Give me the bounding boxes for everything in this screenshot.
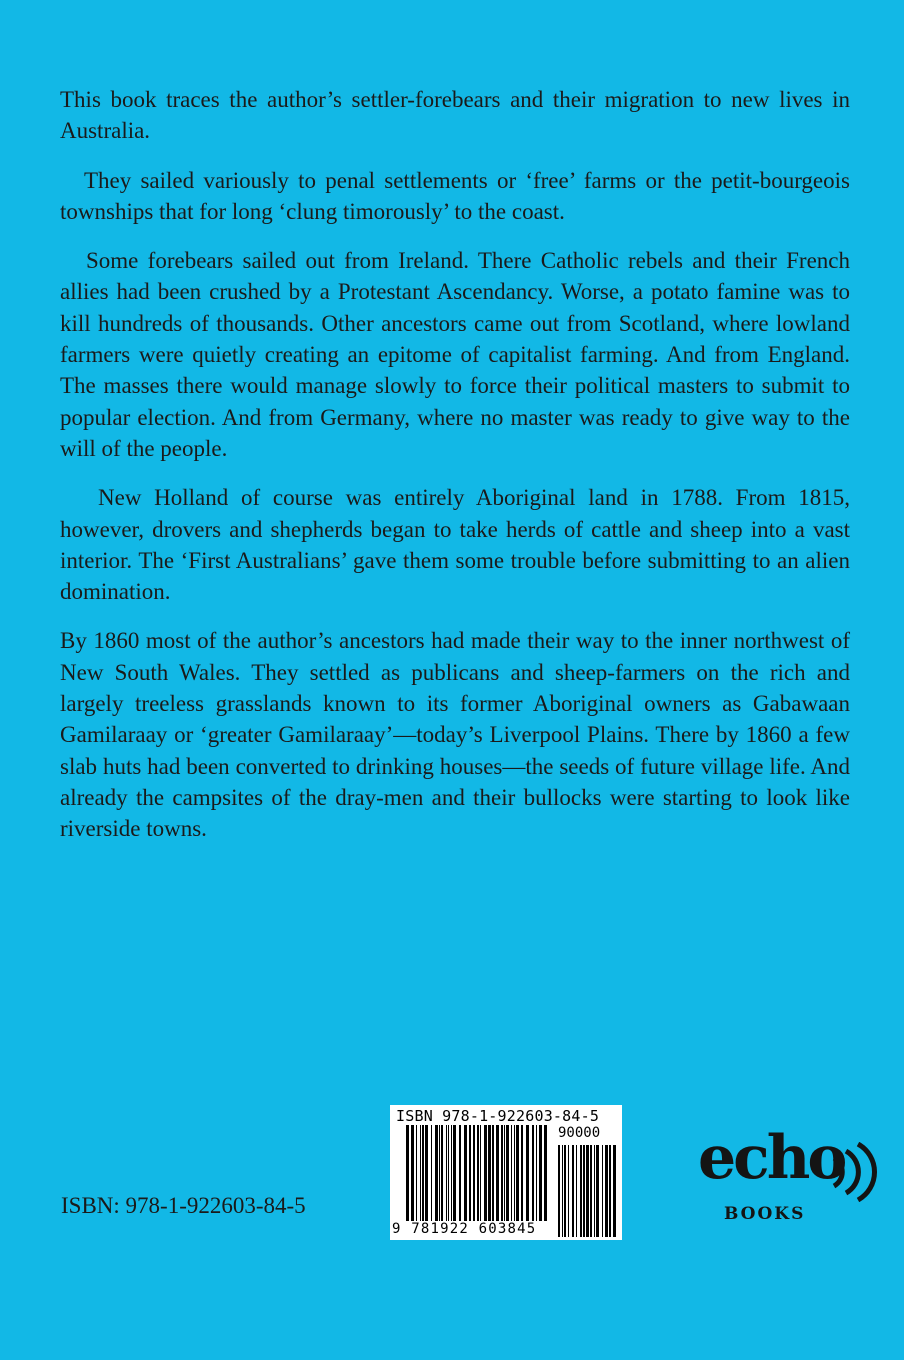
blurb-paragraph: By 1860 most of the author’s ancestors had made their way to the inner northwest of New South Wales. They settled as publicans and sheep-farmers on the rich and largely treeless grasslands known to its former Aboriginal owners as Gabawaan Gamilaraay or ‘greater Gamilaraay’—today’s Liverpool Plains. There by 1860 a few slab huts had been converted to drinking houses—the seeds of future village life. And already the campsites of the dray-men and their bullocks were starting to look like riverside towns. [60, 628, 850, 842]
blurb-paragraph: They sailed variously to penal settlements or ‘free’ farms or the petit-bourgeois townships that for long ‘clung timorously’ to the coast. [60, 167, 850, 224]
publisher-wordmark: echo [698, 1123, 845, 1193]
blurb-paragraph: This book traces the author’s settler-forebears and their migration to new lives in Australia. [60, 87, 850, 144]
blurb-paragraph: Some forebears sailed out from Ireland. There Catholic rebels and their French allies had been crushed by a Protestant Ascendancy. Worse, a potato famine was to kill hundreds of thousands. Other ancestors came out from Scotland, where lowland farmers were quietly creating an epitome of capitalist farming. And from England. The masses there would manage slowly to force their political masters to submit to popular election. And from Germany, where no master was ready to give way to the will of the people. [60, 248, 850, 461]
publisher-sub: BOOKS [724, 1204, 806, 1224]
barcode-isbn-line: ISBN 978-1-922603-84-5 [396, 1107, 600, 1125]
isbn-label: ISBN: 978-1-922603-84-5 [61, 1193, 306, 1218]
blurb-paragraph: New Holland of course was entirely Aboriginal land in 1788. From 1815, however, drovers and shepherds began to take herds of cattle and sheep into a vast interior. The ‘First Australians’ gave them some trouble before submitting to an alien domination. [60, 485, 850, 605]
blurb-text [60, 84, 850, 863]
barcode-price-code: 90000 [558, 1125, 601, 1141]
barcode-digits: 9 781922 603845 [392, 1221, 537, 1237]
publisher-logo [698, 1122, 898, 1232]
barcode [390, 1105, 622, 1240]
sound-waves-icon [826, 1142, 896, 1202]
